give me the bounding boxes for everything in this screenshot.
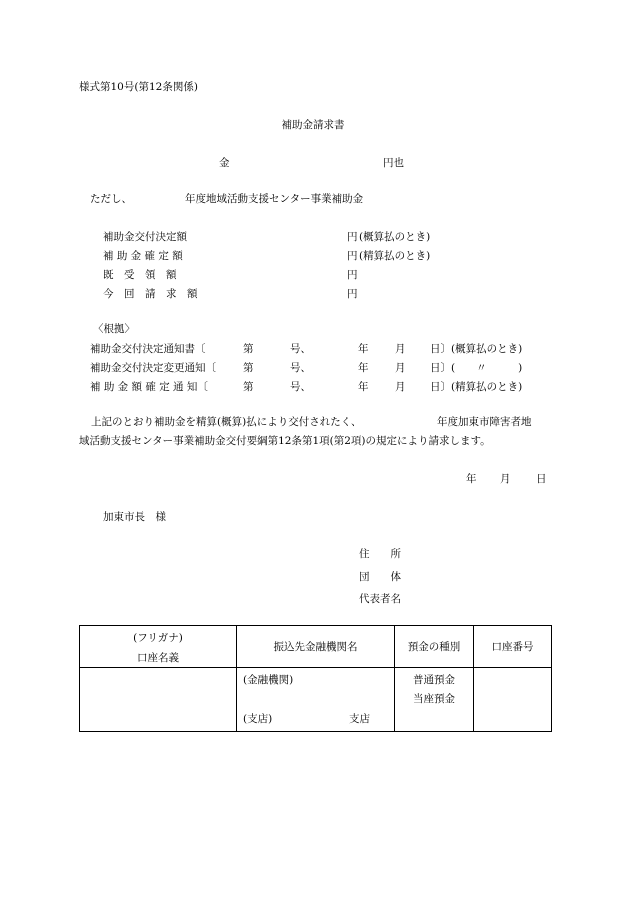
basis-month: 月: [395, 362, 406, 374]
basis-year: 年: [358, 381, 369, 393]
basis-note: (精算払のとき): [451, 381, 523, 393]
page-title: 補助金請求書: [281, 119, 345, 131]
header-account-holder: [80, 626, 237, 668]
amount-label-kakutei: 補 助 金 確 定 額: [103, 250, 183, 262]
type-current: 当座預金: [413, 693, 455, 705]
applicant-rep: 代表者名: [359, 593, 401, 605]
cell-deposit-type[interactable]: [395, 668, 474, 732]
amount-note: (概算払のとき): [359, 231, 431, 243]
basis-go: 号、: [290, 381, 311, 393]
amount-label-kettei: 補助金交付決定額: [103, 231, 187, 243]
basis-month: 月: [395, 343, 406, 355]
amount-unit: 円: [347, 288, 358, 300]
basis-dai: 第: [243, 362, 254, 374]
basis-day: 日〕: [430, 381, 451, 393]
basis-day: 日〕: [430, 362, 451, 374]
basis-note: ( 〃 ): [451, 362, 523, 374]
body-line1b: 年度加東市障害者地: [437, 416, 532, 428]
basis-month: 月: [395, 381, 406, 393]
basis-go: 号、: [290, 362, 311, 374]
header-bank: [237, 626, 395, 668]
amount-unit: 円: [347, 269, 358, 281]
form-id: 様式第10号(第12条関係): [79, 81, 198, 93]
cell-bank[interactable]: [237, 668, 395, 732]
date-month: 月: [500, 473, 511, 485]
basis-year: 年: [358, 343, 369, 355]
amount-unit: 円: [347, 231, 358, 243]
amount-label-kijuryo: 既 受 領 額: [103, 269, 177, 281]
basis-go: 号、: [290, 343, 311, 355]
cell-account-number[interactable]: [474, 668, 552, 732]
date-year: 年: [466, 473, 477, 485]
header-account-number: [474, 626, 552, 668]
amount-kin: 金: [219, 157, 230, 169]
basis-year: 年: [358, 362, 369, 374]
header-account-name: 口座名義: [137, 652, 179, 664]
type-ordinary: 普通預金: [413, 674, 455, 686]
basis-day: 日〕: [430, 343, 451, 355]
header-deposit-type-label: 預金の種別: [407, 641, 461, 653]
header-bank-label: 振込先金融機関名: [273, 641, 358, 653]
applicant-org: 団 体: [359, 571, 401, 583]
header-furigana: (フリガナ): [133, 632, 183, 644]
tadashi-prefix: ただし、: [90, 193, 132, 205]
amount-en-nari: 円也: [383, 157, 404, 169]
applicant-address: 住 所: [359, 548, 401, 560]
amount-label-konkai: 今 回 請 求 額: [103, 288, 198, 300]
basis-dai: 第: [243, 381, 254, 393]
bank-account-table: [79, 625, 552, 732]
basis-label: 補助金交付決定通知書〔: [90, 343, 206, 355]
amount-unit: 円: [347, 250, 358, 262]
amount-note: (精算払のとき): [359, 250, 431, 262]
basis-heading: 〈根拠〉: [93, 323, 135, 335]
basis-note: (概算払のとき): [451, 343, 523, 355]
branch-suffix: 支店: [349, 713, 370, 725]
header-deposit-type: [395, 626, 474, 668]
date-day: 日: [536, 473, 547, 485]
basis-label: 補 助 金 額 確 定 通 知〔: [90, 381, 208, 393]
tadashi-subject: 年度地域活動支援センター事業補助金: [185, 193, 364, 205]
basis-dai: 第: [243, 343, 254, 355]
addressee: 加東市長 様: [103, 511, 166, 523]
body-line2: 域活動支援センター事業補助金交付要綱第12条第1項(第2項)の規定により請求します。: [79, 435, 491, 447]
body-line1a: 上記のとおり補助金を精算(概算)払により交付されたく、: [91, 416, 362, 428]
basis-label: 補助金交付決定変更通知〔: [90, 362, 216, 374]
branch-label: (支店): [243, 713, 273, 725]
bank-label: (金融機関): [243, 674, 294, 686]
header-account-number-label: 口座番号: [491, 641, 534, 653]
cell-account-name[interactable]: [80, 668, 237, 732]
